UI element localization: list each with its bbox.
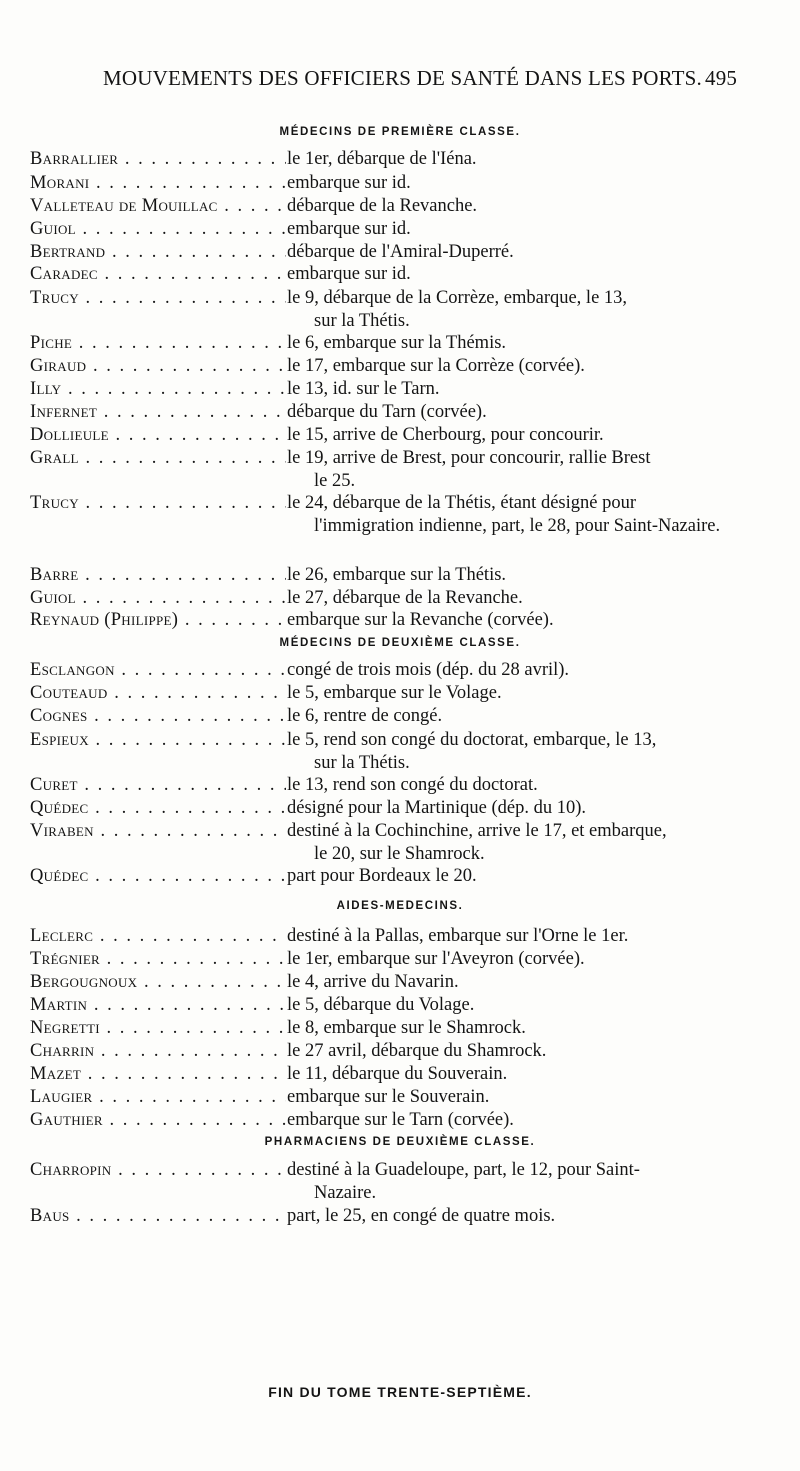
movement-text	[287, 1159, 767, 1204]
movement-line: le 27 avril, débarque du Shamrock.	[287, 1041, 547, 1061]
movement-text	[287, 424, 767, 447]
officer-name: Negretti . . .	[30, 1017, 286, 1040]
officer-name: Guiol . . .	[30, 587, 286, 610]
officer-name: Valleteau de Mouillac . . .	[30, 195, 286, 218]
officer-name: Charropin . . .	[30, 1159, 286, 1182]
officer-name: Couteaud . . .	[30, 682, 286, 705]
movement-text	[287, 587, 767, 610]
movement-text	[287, 820, 767, 865]
movement-line: le 24, débarque de la Thétis, étant désigné pour	[287, 493, 636, 513]
officer-name: Laugier . . .	[30, 1086, 286, 1109]
movement-text	[287, 1205, 767, 1228]
movement-line: le 15, arrive de Cherbourg, pour concourir.	[287, 425, 604, 445]
movement-line: le 9, débarque de la Corrèze, embarque, le 13,	[287, 288, 628, 308]
officer-name: Barre . . .	[30, 564, 286, 587]
movement-line: le 6, embarque sur la Thémis.	[287, 333, 507, 353]
movement-text	[287, 797, 767, 820]
movement-continuation: sur la Thétis.	[314, 310, 410, 331]
movement-text	[287, 1109, 767, 1132]
officer-name: Martin . . .	[30, 994, 286, 1017]
movement-continuation: sur la Thétis.	[314, 752, 410, 773]
movement-line: le 5, débarque du Volage.	[287, 995, 475, 1015]
officer-name: Bertrand . . .	[30, 241, 286, 264]
movement-line: débarque de l'Amiral-Duperré.	[287, 242, 514, 262]
movement-text	[287, 287, 767, 332]
officer-name: Leclerc . . .	[30, 925, 286, 948]
officer-name: Trucy . . .	[30, 492, 286, 515]
officer-name: Viraben . . .	[30, 820, 286, 843]
movement-text	[287, 241, 767, 264]
movement-text	[287, 332, 767, 355]
officer-name: Quédec . . .	[30, 865, 286, 888]
movement-line: débarque de la Revanche.	[287, 196, 478, 216]
movement-text	[287, 401, 767, 424]
movement-text	[287, 609, 767, 632]
officer-name: Charrin . . .	[30, 1040, 286, 1063]
movement-text	[287, 172, 767, 195]
movement-text	[287, 1017, 767, 1040]
movement-text	[287, 492, 767, 537]
officer-name: Trégnier . . .	[30, 948, 286, 971]
movement-text	[287, 195, 767, 218]
movement-text	[287, 148, 767, 171]
movement-line: embarque sur le Tarn (corvée).	[287, 1110, 514, 1130]
movement-text	[287, 971, 767, 994]
movement-line: destiné à la Cochinchine, arrive le 17, et embarque,	[287, 821, 667, 841]
movement-text	[287, 355, 767, 378]
movement-continuation: le 20, sur le Shamrock.	[314, 843, 485, 864]
movement-continuation: l'immigration indienne, part, le 28, pour Saint-Nazaire.	[314, 515, 721, 536]
officer-name: Cognes . . .	[30, 705, 286, 728]
officer-name: Grall . . .	[30, 447, 286, 470]
running-title: MOUVEMENTS DES OFFICIERS DE SANTÉ DANS LES PORTS.	[103, 66, 702, 90]
section-heading: PHARMACIENS DE DEUXIÈME CLASSE.	[264, 1136, 536, 1148]
movement-line: embarque sur id.	[287, 173, 411, 193]
movement-text	[287, 1086, 767, 1109]
officer-name: Dollieule . . .	[30, 424, 286, 447]
officer-name: Barrallier . . .	[30, 148, 286, 171]
officer-name: Baus . . .	[30, 1205, 286, 1228]
officer-name: Reynaud (Philippe) . . .	[30, 609, 286, 632]
movement-line: le 27, débarque de la Revanche.	[287, 588, 523, 608]
officer-name: Bergougnoux . . .	[30, 971, 286, 994]
movement-line: congé de trois mois (dép. du 28 avril).	[287, 660, 570, 680]
movement-text	[287, 705, 767, 728]
movement-text	[287, 729, 767, 774]
movement-line: désigné pour la Martinique (dép. du 10).	[287, 798, 587, 818]
section-heading: AIDES-MEDECINS.	[336, 900, 464, 912]
movement-text	[287, 659, 767, 682]
officer-name: Esclangon . . .	[30, 659, 286, 682]
movement-line: le 13, rend son congé du doctorat.	[287, 775, 538, 795]
movement-continuation: Nazaire.	[314, 1182, 377, 1203]
movement-text	[287, 948, 767, 971]
movement-line: le 17, embarque sur la Corrèze (corvée).	[287, 356, 585, 376]
movement-text	[287, 218, 767, 241]
officer-name: Guiol . . .	[30, 218, 286, 241]
movement-line: le 5, rend son congé du doctorat, embarque, le 13,	[287, 730, 657, 750]
movement-line: débarque du Tarn (corvée).	[287, 402, 487, 422]
movement-text	[287, 447, 767, 492]
movement-line: le 5, embarque sur le Volage.	[287, 683, 502, 703]
movement-line: destiné à la Guadeloupe, part, le 12, pour Saint-	[287, 1160, 640, 1180]
movement-text	[287, 994, 767, 1017]
movement-line: le 1er, débarque de l'Iéna.	[287, 149, 477, 169]
movement-line: part pour Bordeaux le 20.	[287, 866, 477, 886]
officer-name: Giraud . . .	[30, 355, 286, 378]
movement-text	[287, 774, 767, 797]
movement-line: le 13, id. sur le Tarn.	[287, 379, 440, 399]
officer-name: Caradec . . .	[30, 263, 286, 286]
movement-text	[287, 378, 767, 401]
officer-name: Gauthier . . .	[30, 1109, 286, 1132]
movement-line: le 6, rentre de congé.	[287, 706, 443, 726]
movement-line: embarque sur id.	[287, 264, 411, 284]
movement-line: le 19, arrive de Brest, pour concourir, rallie Brest	[287, 448, 651, 468]
officer-name: Trucy . . .	[30, 287, 286, 310]
movement-line: le 11, débarque du Souverain.	[287, 1064, 508, 1084]
movement-text	[287, 1063, 767, 1086]
movement-text	[287, 865, 767, 888]
movement-line: embarque sur la Revanche (corvée).	[287, 610, 554, 630]
movement-line: destiné à la Pallas, embarque sur l'Orne le 1er.	[287, 926, 629, 946]
officer-name: Infernet . . .	[30, 401, 286, 424]
officer-name: Piche . . .	[30, 332, 286, 355]
officer-name: Espieux . . .	[30, 729, 286, 752]
movement-line: le 8, embarque sur le Shamrock.	[287, 1018, 526, 1038]
officer-name: Illy . . .	[30, 378, 286, 401]
movement-text	[287, 263, 767, 286]
movement-text	[287, 1040, 767, 1063]
movement-text	[287, 682, 767, 705]
movement-line: le 4, arrive du Navarin.	[287, 972, 459, 992]
section-heading: MÉDECINS DE DEUXIÈME CLASSE.	[279, 637, 521, 649]
movement-continuation: le 25.	[314, 470, 356, 491]
movement-line: le 1er, embarque sur l'Aveyron (corvée).	[287, 949, 585, 969]
officer-name: Quédec . . .	[30, 797, 286, 820]
section-heading: MÉDECINS DE PREMIÈRE CLASSE.	[279, 126, 521, 138]
movement-line: embarque sur le Souverain.	[287, 1087, 490, 1107]
officer-name: Mazet . . .	[30, 1063, 286, 1086]
movement-text	[287, 564, 767, 587]
movement-line: embarque sur id.	[287, 219, 411, 239]
officer-name: Morani . . .	[30, 172, 286, 195]
officer-name: Curet . . .	[30, 774, 286, 797]
end-of-volume-note: FIN DU TOME TRENTE-SEPTIÈME.	[268, 1384, 532, 1400]
movement-line: le 26, embarque sur la Thétis.	[287, 565, 507, 585]
movement-text	[287, 925, 767, 948]
movement-line: part, le 25, en congé de quatre mois.	[287, 1206, 556, 1226]
page-number: 495	[705, 66, 738, 90]
